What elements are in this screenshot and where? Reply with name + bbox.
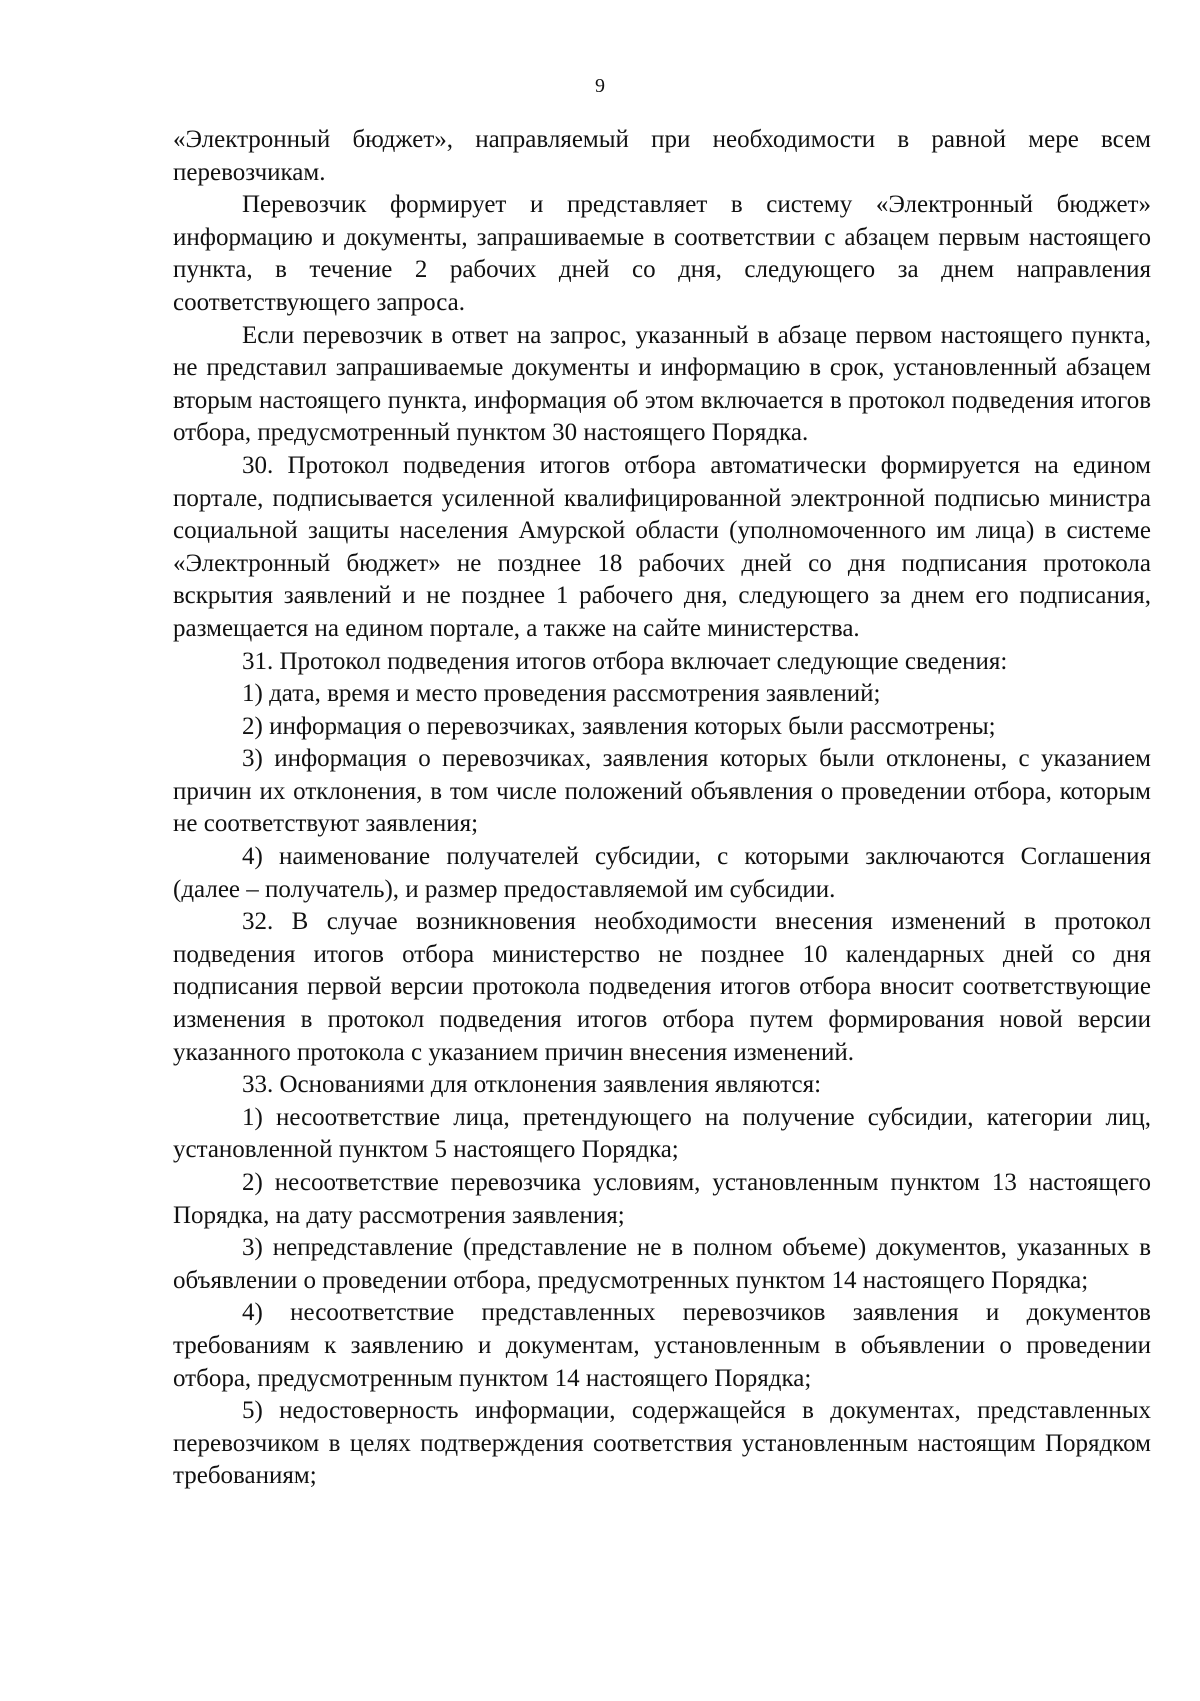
paragraph: 1) дата, время и место проведения рассмотрения заявлений; [242,680,881,708]
paragraph: 4) несоответствие представленных перевозчиков заявления и документов требованиям к заявлению и документам, установленным в объявлении о проведении отбора, предусмотренным пунктом 14 настоящего Порядка; [173,1299,1151,1392]
document-body [173,124,1151,1493]
paragraph: 30. Протокол подведения итогов отбора автоматически формируется на едином портале, подписывается усиленной квалифицированной электронной подписью министра социальной защиты населения Амурской области (уполномоченного им лица) в системе «Электронный бюджет» не позднее 18 рабочих дней со дня подписания протокола вскрытия заявлений и не позднее 1 рабочего дня, следующего за днем его подписания, размещается на едином портале, а также на сайте министерства. [173,451,1151,642]
paragraph: 3) непредставление (представление не в полном объеме) документов, указанных в объявлении о проведении отбора, предусмотренных пунктом 14 настоящего Порядка; [173,1234,1151,1294]
paragraph: 4) наименование получателей субсидии, с которыми заключаются Соглашения (далее – получатель), и размер предоставляемой им субсидии. [173,843,1151,903]
page-number: 9 [595,75,605,97]
paragraph: 2) информация о перевозчиках, заявления которых были рассмотрены; [242,712,996,740]
paragraph: «Электронный бюджет», направляемый при необходимости в равной мере всем перевозчикам. [173,126,1151,186]
paragraph: 2) несоответствие перевозчика условиям, установленным пунктом 13 настоящего Порядка, на дату рассмотрения заявления; [173,1169,1151,1229]
paragraph: 1) несоответствие лица, претендующего на получение субсидии, категории лиц, установленной пунктом 5 настоящего Порядка; [173,1103,1151,1164]
paragraph: 33. Основаниями для отклонения заявления являются: [242,1071,822,1099]
paragraph: Если перевозчик в ответ на запрос, указанный в абзаце первом настоящего пункта, не представил запрашиваемые документы и информацию в срок, установленный абзацем вторым настоящего пункта, информация об этом включается в протокол подведения итогов отбора, предусмотренный пунктом 30 настоящего Порядка. [173,321,1151,447]
paragraph: 32. В случае возникновения необходимости внесения изменений в протокол подведения итогов отбора министерство не позднее 10 календарных дней со дня подписания первой версии протокола подведения итогов отбора вносит соответствующие изменения в протокол подведения итогов отбора путем формирования новой версии указанного протокола с указанием причин внесения изменений. [173,908,1151,1066]
paragraph: Перевозчик формирует и представляет в систему «Электронный бюджет» информацию и документы, запрашиваемые в соответствии с абзацем первым настоящего пункта, в течение 2 рабочих дней со дня, следующего за днем направления соответствующего запроса. [173,191,1151,316]
paragraph: 5) недостоверность информации, содержащейся в документах, представленных перевозчиком в целях подтверждения соответствия установленным настоящим Порядком требованиям; [173,1397,1151,1490]
paragraph: 31. Протокол подведения итогов отбора включает следующие сведения: [242,647,1008,675]
paragraph: 3) информация о перевозчиках, заявления которых были отклонены, с указанием причин их отклонения, в том числе положений объявления о проведении отбора, которым не соответствуют заявления; [173,745,1151,838]
